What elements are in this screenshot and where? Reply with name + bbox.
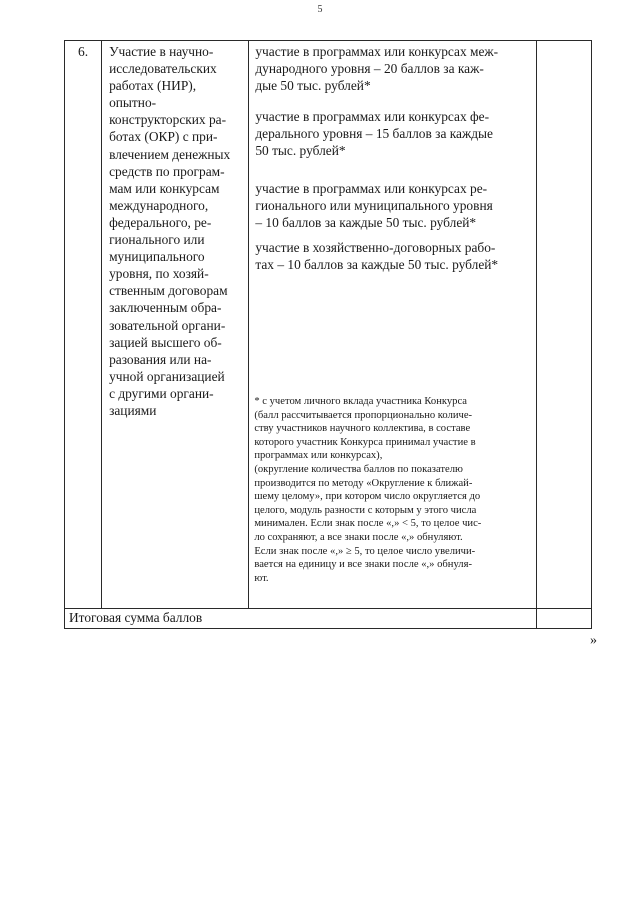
criterion-name-line: зовательной органи- — [109, 317, 226, 333]
points-line: участие в программах или конкурсах ре- — [255, 181, 488, 196]
criterion-name-line: с другими органи- — [109, 385, 214, 401]
points-line: участие в программах или конкурсах меж- — [255, 44, 499, 59]
points-line: дународного уровня – 20 баллов за каж- — [255, 61, 484, 76]
criterion-name-line: зациями — [109, 402, 157, 418]
row-number: 6. — [65, 41, 102, 609]
criterion-name-line: влечением денежных — [109, 146, 231, 162]
criterion-name-line: гионального или — [109, 232, 205, 248]
points-line: 50 тыс. рублей* — [255, 143, 346, 158]
note-line: * с учетом личного вклада участника Конкурса — [254, 396, 468, 407]
criterion-name-line: ственным договорам — [109, 283, 228, 299]
note-line: вается на единицу и все знаки после «,» обнуля- — [254, 559, 472, 571]
criterion-name-line: исследовательских — [109, 61, 217, 77]
note-line: (балл рассчитывается пропорционально количе- — [254, 409, 473, 421]
points-line: дерального уровня – 15 баллов за каждые — [255, 126, 493, 141]
criterion-name-line: ботах (ОКР) с при- — [109, 129, 218, 145]
points-line: гионального или муниципального уровня — [255, 198, 493, 213]
note-line: минимален. Если знак после «,» < 5, то целое чис- — [254, 518, 482, 530]
criterion-name-line: учной организацией — [109, 368, 225, 384]
criterion-name-line: зацией высшего об- — [109, 334, 222, 350]
criterion-name-line: заключенным обра- — [109, 300, 222, 316]
points-line: участие в программах или конкурсах фе- — [255, 109, 490, 124]
points-line: дые 50 тыс. рублей* — [255, 78, 371, 93]
criterion-name-line: разования или на- — [109, 351, 212, 367]
page-number: 5 — [317, 4, 323, 15]
note-line: ству участников научного коллектива, в составе — [254, 423, 471, 435]
total-row — [65, 609, 592, 629]
note-line: которого участник Конкурса принимал участие в — [254, 436, 476, 448]
criterion-name-line: опытно- — [109, 95, 157, 111]
note-line: производится по методу «Округление к ближай- — [254, 477, 473, 489]
points-line: участие в хозяйственно-договорных рабо- — [255, 240, 496, 255]
note-line: ло сохраняют, а все знаки после «,» обнуляют. — [254, 531, 463, 543]
criterion-name-line: средств по програм- — [109, 163, 225, 179]
note-line: ют. — [254, 572, 269, 584]
criterion-name-line: международного, — [109, 197, 209, 213]
criterion-name-line: мам или конкурсам — [109, 180, 220, 196]
criterion-name-line: работах (НИР), — [109, 78, 197, 94]
criterion-name-line: Участие в научно- — [109, 44, 214, 59]
note-line: Если знак после «,» ≥ 5, то целое число увеличи- — [254, 545, 476, 557]
points-cell — [249, 41, 537, 609]
total-label: Итоговая сумма баллов — [65, 609, 537, 629]
criterion-name-line: конструкторских ра- — [109, 112, 227, 128]
total-score-cell — [536, 609, 591, 629]
note-line: (округление количества баллов по показателю — [254, 463, 463, 475]
criterion-name-line: федерального, ре- — [109, 214, 212, 230]
points-line: – 10 баллов за каждые 50 тыс. рублей* — [255, 215, 477, 230]
rounding-note — [254, 395, 534, 585]
criteria-table — [64, 40, 592, 629]
note-line: шему целому», при котором число округляется до — [254, 491, 481, 503]
points-line: тах – 10 баллов за каждые 50 тыс. рублей* — [255, 257, 499, 272]
criterion-name-line: уровня, по хозяй- — [109, 266, 209, 282]
criterion-name-line: муниципального — [109, 249, 205, 265]
score-cell — [536, 41, 591, 609]
table-row — [65, 41, 592, 609]
closing-quote: » — [590, 633, 597, 648]
note-line: программах или конкурсах), — [254, 450, 383, 462]
note-line: целого, модуль разности с которым у этого числа — [254, 504, 477, 516]
criterion-name-cell — [102, 41, 249, 609]
